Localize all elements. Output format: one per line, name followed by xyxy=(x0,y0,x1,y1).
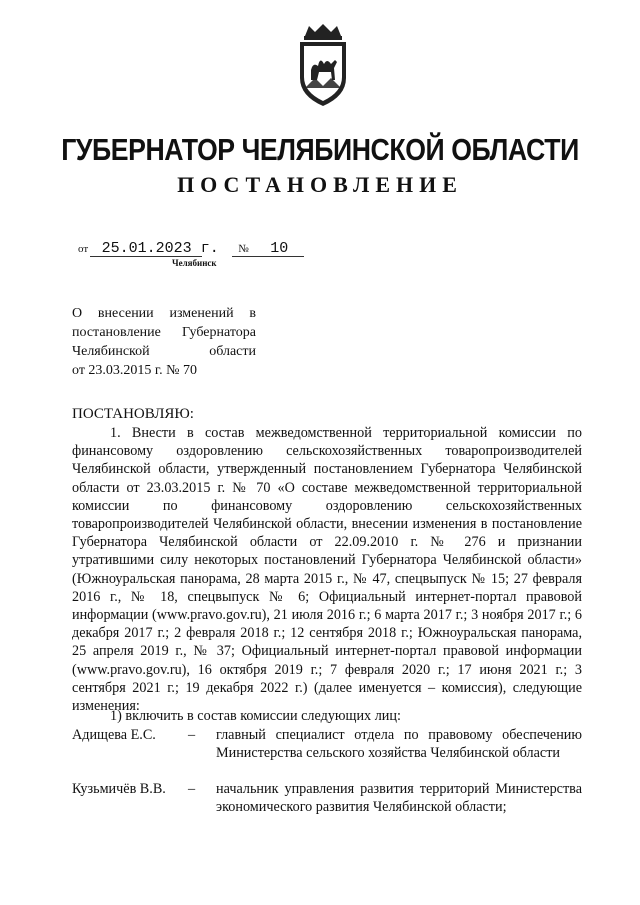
member-dash: – xyxy=(188,781,196,797)
date-underline xyxy=(90,256,202,257)
member-role: начальник управления развития территорий Министерства экономического развития Челябинской области; xyxy=(216,781,582,816)
member-name: Кузьмичёв В.В. xyxy=(72,781,166,797)
header-title: ГУБЕРНАТОР ЧЕЛЯБИНСКОЙ ОБЛАСТИ xyxy=(61,132,579,167)
member-name: Адищева Е.С. xyxy=(72,727,156,743)
number-underline xyxy=(232,256,304,257)
from-label: от xyxy=(78,243,89,255)
subject-line: Челябинской области xyxy=(72,344,256,359)
resolve-label: ПОСТАНОВЛЯЮ: xyxy=(72,406,194,422)
member-dash: – xyxy=(188,727,196,743)
subject-line: О внесении изменений в xyxy=(72,306,256,321)
number-label: № xyxy=(238,243,249,255)
member-role: главный специалист отдела по правовому обеспечению Министерства сельского хозяйства Челябинской области xyxy=(216,727,582,762)
document-type: ПОСТАНОВЛЕНИЕ xyxy=(177,172,463,197)
document-number: 10 xyxy=(270,240,289,257)
document-subject xyxy=(72,304,256,380)
item-1: 1) включить в состав комиссии следующих лиц: xyxy=(110,708,401,724)
city-label: Челябинск xyxy=(172,258,217,268)
body-text xyxy=(72,424,582,715)
subject-line: от 23.03.2015 г. № 70 xyxy=(72,363,197,378)
coat-of-arms-icon xyxy=(291,22,355,110)
subject-line: постановление Губернатора xyxy=(72,325,256,340)
document-meta xyxy=(78,240,288,257)
document-date: 25.01.2023 г. xyxy=(101,240,219,257)
paragraph-1: 1. Внести в состав межведомственной территориальной комиссии по финансовому оздоровлению сельскохозяйственных товаропроизводителей Челябинской области, утвержденный постановлением Губернатора Челябинской области от 23.03.2015 г. № 70 «О составе межведомственной территориальной комиссии по финансовому оздоровлению сельскохозяйственных товаропроизводителей Челябинской области, внесении изменения в постановление Губернатора Челябинской области от 22.09.2010 г. № 276 и признании утратившими силу некоторых постановлений Губернатора Челябинской области» (Южноуральская панорама, 28 марта 2015 г., № 47, спецвыпуск № 15; 27 февраля 2016 г., № 18, спецвыпуск № 6; Официальный интернет-портал правовой информации (www.pravo.gov.ru), 21 июля 2016 г.; 6 марта 2017 г.; 3 ноября 2017 г.; 6 декабря 2017 г.; 2 февраля 2018 г.; 12 сентября 2018 г.; Южноуральская панорама, 25 апреля 2019 г., № 37; Официальный интернет-портал правовой информации (www.pravo.gov.ru), 16 октября 2019 г.; 7 февраля 2020 г.; 17 июня 2021 г.; 3 сентября 2021 г.; 19 декабря 2022 г.) (далее именуется – комиссия), следующие изменения: xyxy=(72,425,582,715)
